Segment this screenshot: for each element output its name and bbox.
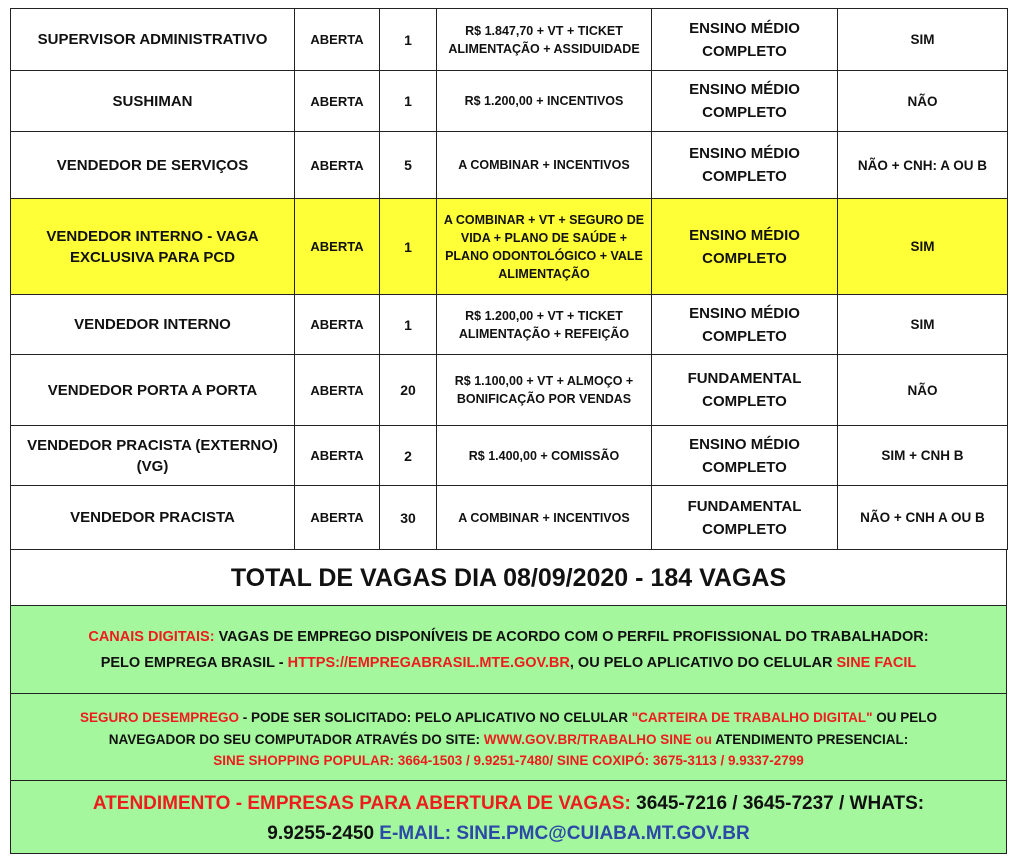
job-salary: A COMBINAR + VT + SEGURO DE VIDA + PLANO DE SAÚDE + PLANO ODONTOLÓGICO + VALE ALIMENTAÇÃO bbox=[437, 199, 652, 295]
table-row-highlighted bbox=[11, 199, 1008, 295]
job-status: ABERTA bbox=[295, 71, 380, 132]
job-education: FUNDAMENTAL COMPLETO bbox=[652, 486, 838, 550]
digital-channels-label: CANAIS DIGITAIS: bbox=[88, 629, 215, 645]
job-salary: R$ 1.400,00 + COMISSÃO bbox=[437, 426, 652, 486]
emprega-brasil-text: PELO EMPREGA BRASIL - bbox=[100, 655, 288, 671]
job-education: ENSINO MÉDIO COMPLETO bbox=[652, 295, 838, 355]
job-quantity: 1 bbox=[380, 295, 437, 355]
job-experience: SIM bbox=[838, 199, 1008, 295]
business-service-box bbox=[10, 781, 1007, 854]
job-salary: R$ 1.100,00 + VT + ALMOÇO + BONIFICAÇÃO POR VENDAS bbox=[437, 355, 652, 426]
unemployment-text-2: OU PELO bbox=[872, 710, 938, 725]
job-listing-sheet bbox=[10, 8, 1007, 854]
job-salary: R$ 1.200,00 + INCENTIVOS bbox=[437, 71, 652, 132]
job-quantity: 1 bbox=[380, 71, 437, 132]
table-row bbox=[11, 426, 1008, 486]
job-status: ABERTA bbox=[295, 426, 380, 486]
job-salary: A COMBINAR + INCENTIVOS bbox=[437, 486, 652, 550]
job-table-body bbox=[11, 9, 1008, 550]
job-experience: NÃO + CNH: A OU B bbox=[838, 132, 1008, 199]
in-person-text: ATENDIMENTO PRESENCIAL: bbox=[712, 731, 909, 747]
job-salary: R$ 1.200,00 + VT + TICKET ALIMENTAÇÃO + REFEIÇÃO bbox=[437, 295, 652, 355]
job-experience: SIM + CNH B bbox=[838, 426, 1008, 486]
table-row bbox=[11, 9, 1008, 71]
carteira-digital-app: "CARTEIRA DE TRABALHO DIGITAL" bbox=[631, 710, 873, 725]
job-salary: A COMBINAR + INCENTIVOS bbox=[437, 132, 652, 199]
job-table bbox=[10, 8, 1008, 550]
job-experience: SIM bbox=[838, 9, 1008, 71]
emprega-brasil-link[interactable]: HTTPS://EMPREGABRASIL.MTE.GOV.BR bbox=[287, 655, 570, 671]
sine-phones: SINE SHOPPING POPULAR: 3664-1503 / 9.9251-7480/ SINE COXIPÓ: 3675-3113 / 9.9337-2799 bbox=[213, 753, 804, 768]
job-status: ABERTA bbox=[295, 355, 380, 426]
whats-number: 9.9255-2450 bbox=[267, 823, 375, 844]
digital-channels-text: VAGAS DE EMPREGO DISPONÍVEIS DE ACORDO COM O PERFIL PROFISSIONAL DO TRABALHADOR: bbox=[214, 629, 929, 645]
job-education: ENSINO MÉDIO COMPLETO bbox=[652, 426, 838, 486]
app-text: , OU PELO APLICATIVO DO CELULAR bbox=[569, 655, 837, 671]
browser-text: NAVEGADOR DO SEU COMPUTADOR ATRAVÉS DO SITE: bbox=[108, 731, 484, 747]
job-quantity: 2 bbox=[380, 426, 437, 486]
job-status: ABERTA bbox=[295, 295, 380, 355]
job-experience: NÃO + CNH A OU B bbox=[838, 486, 1008, 550]
job-role: VENDEDOR PORTA A PORTA bbox=[11, 355, 295, 426]
unemployment-insurance-label: SEGURO DESEMPREGO bbox=[79, 710, 239, 725]
table-row bbox=[11, 295, 1008, 355]
unemployment-text: - PODE SER SOLICITADO: PELO APLICATIVO NO CELULAR bbox=[238, 710, 632, 725]
job-experience: NÃO bbox=[838, 355, 1008, 426]
job-education: ENSINO MÉDIO COMPLETO bbox=[652, 9, 838, 71]
job-quantity: 20 bbox=[380, 355, 437, 426]
gov-site-link[interactable]: WWW.GOV.BR/TRABALHO SINE bbox=[483, 731, 692, 747]
ou-text: ou bbox=[691, 731, 712, 747]
job-quantity: 1 bbox=[380, 199, 437, 295]
job-education: ENSINO MÉDIO COMPLETO bbox=[652, 71, 838, 132]
total-vacancies-banner: TOTAL DE VAGAS DIA 08/09/2020 - 184 VAGAS bbox=[10, 550, 1007, 606]
job-role: SUSHIMAN bbox=[11, 71, 295, 132]
table-row bbox=[11, 132, 1008, 199]
job-status: ABERTA bbox=[295, 199, 380, 295]
job-role: VENDEDOR DE SERVIÇOS bbox=[11, 132, 295, 199]
digital-channels-box bbox=[10, 606, 1007, 694]
job-experience: NÃO bbox=[838, 71, 1008, 132]
job-role: VENDEDOR INTERNO bbox=[11, 295, 295, 355]
job-education: ENSINO MÉDIO COMPLETO bbox=[652, 199, 838, 295]
unemployment-insurance-box bbox=[10, 694, 1007, 781]
job-status: ABERTA bbox=[295, 486, 380, 550]
job-status: ABERTA bbox=[295, 132, 380, 199]
table-row bbox=[11, 355, 1008, 426]
job-status: ABERTA bbox=[295, 9, 380, 71]
business-phones: 3645-7216 / 3645-7237 / WHATS: bbox=[630, 793, 925, 814]
table-row bbox=[11, 71, 1008, 132]
job-role: VENDEDOR PRACISTA bbox=[11, 486, 295, 550]
job-role: VENDEDOR PRACISTA (EXTERNO) (VG) bbox=[11, 426, 295, 486]
email-link[interactable]: SINE.PMC@CUIABA.MT.GOV.BR bbox=[456, 823, 750, 844]
job-role: VENDEDOR INTERNO - VAGA EXCLUSIVA PARA PCD bbox=[11, 199, 295, 295]
job-salary: R$ 1.847,70 + VT + TICKET ALIMENTAÇÃO + ASSIDUIDADE bbox=[437, 9, 652, 71]
job-quantity: 1 bbox=[380, 9, 437, 71]
job-education: FUNDAMENTAL COMPLETO bbox=[652, 355, 838, 426]
job-role: SUPERVISOR ADMINISTRATIVO bbox=[11, 9, 295, 71]
business-service-label: ATENDIMENTO - EMPRESAS PARA ABERTURA DE VAGAS: bbox=[92, 793, 631, 814]
sine-facil-app: SINE FACIL bbox=[836, 655, 917, 671]
job-quantity: 5 bbox=[380, 132, 437, 199]
job-education: ENSINO MÉDIO COMPLETO bbox=[652, 132, 838, 199]
job-quantity: 30 bbox=[380, 486, 437, 550]
email-label: E-MAIL: bbox=[374, 823, 457, 844]
job-experience: SIM bbox=[838, 295, 1008, 355]
table-row bbox=[11, 486, 1008, 550]
